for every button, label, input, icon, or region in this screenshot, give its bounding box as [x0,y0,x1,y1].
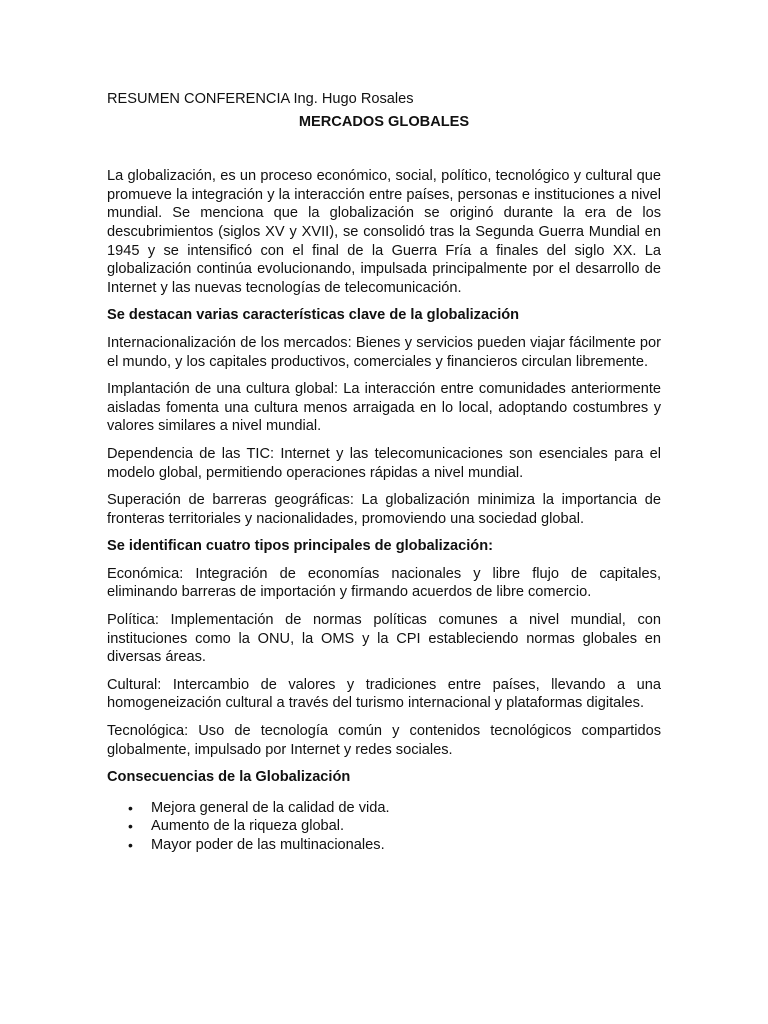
type-paragraph: Económica: Integración de economías nacionales y libre flujo de capitales, eliminando barreras de importación y firmando acuerdos de libre comercio. [107,565,661,601]
intro-paragraph: La globalización, es un proceso económico, social, político, tecnológico y cultural que promueve la integración y la interacción entre países, personas e instituciones a nivel mundial. Se menciona que la globalización se originó durante la era de los descubrimientos (siglos XV y XVII), se consolidó tras la Segunda Guerra Mundial en 1945 y se intensificó con el final de la Guerra Fría a finales del siglo XX. La globalización continúa evolucionando, impulsada principalmente por el desarrollo de Internet y las nuevas tecnologías de telecomunicación. [107,168,661,296]
type-paragraph: Cultural: Intercambio de valores y tradiciones entre países, llevando a una homogeneización cultural a través del turismo internacional y plataformas digitales. [107,676,661,712]
list-item [107,836,661,855]
document-title: MERCADOS GLOBALES [298,113,470,130]
characteristic-paragraph: Internacionalización de los mercados: Bienes y servicios pueden viajar fácilmente por el mundo, y los capitales productivos, comerciales y financieros circulan libremente. [107,334,661,370]
list-item-text: Aumento de la riqueza global. [151,818,345,835]
section-heading-consequences: Consecuencias de la Globalización [107,769,351,786]
list-item [107,817,661,836]
type-paragraph: Tecnológica: Uso de tecnología común y contenidos tecnológicos compartidos globalmente, impulsado por Internet y redes sociales. [107,723,661,758]
document-header: RESUMEN CONFERENCIA Ing. Hugo Rosales [107,91,414,107]
document-page [107,90,661,855]
list-item [107,799,661,818]
list-item-text: Mayor poder de las multinacionales. [151,837,385,853]
consequences-list [107,799,661,855]
bullet-icon: • [128,818,133,835]
characteristic-paragraph: Superación de barreras geográficas: La globalización minimiza la importancia de fronteras territoriales y nacionalidades, promoviendo una sociedad global. [107,492,661,527]
bullet-icon: • [128,799,133,816]
type-paragraph: Política: Implementación de normas políticas comunes a nivel mundial, con instituciones como la ONU, la OMS y la CPI estableciendo normas globales en diversas áreas. [107,612,661,666]
section-heading-types: Se identifican cuatro tipos principales de globalización: [107,538,493,555]
section-heading-characteristics: Se destacan varias características clave de la globalización [107,307,520,324]
characteristic-paragraph: Implantación de una cultura global: La interacción entre comunidades anteriormente aisladas fomenta una cultura menos arraigada en lo local, adoptando costumbres y valores similares a nivel mundial. [107,381,661,435]
list-item-text: Mejora general de la calidad de vida. [151,799,390,816]
characteristic-paragraph: Dependencia de las TIC: Internet y las telecomunicaciones son esenciales para el modelo global, permitiendo operaciones rápidas a nivel mundial. [107,445,661,481]
bullet-icon: • [128,837,133,853]
